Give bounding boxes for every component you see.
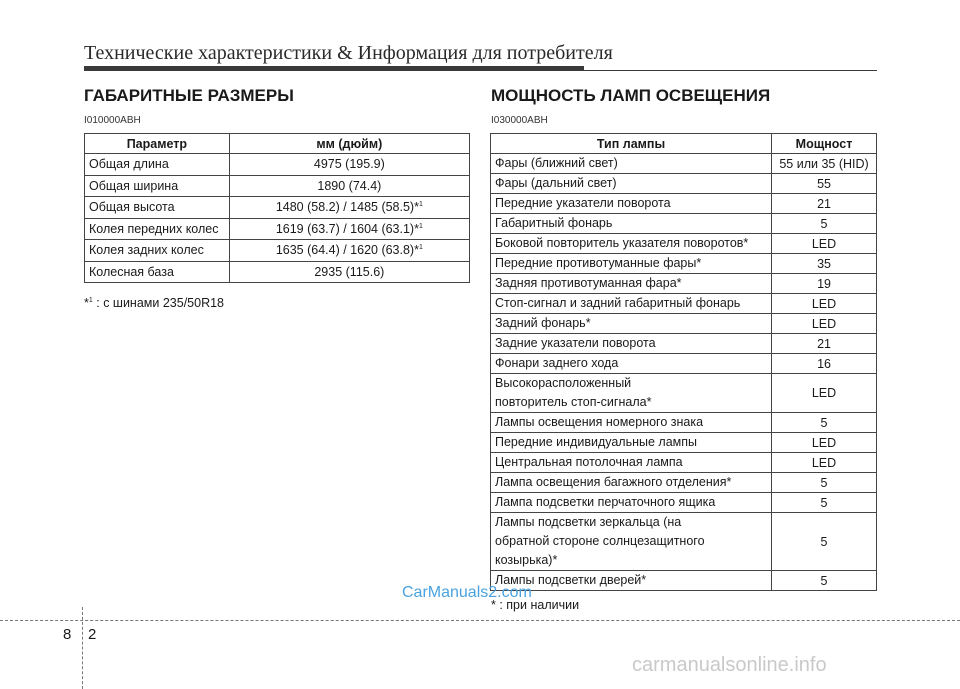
dimensions-footnote: *$^1$ : с шинами 235/50R18 <box>84 296 225 310</box>
page-section-number: 8 <box>63 626 72 643</box>
lamp-power-cell: 5 <box>772 473 877 493</box>
header-rule <box>84 66 584 71</box>
table-row <box>491 174 877 194</box>
lamp-type-cell: Передние противотуманные фары* <box>491 254 772 274</box>
table-row <box>491 154 877 174</box>
lamp-power-cell: LED <box>772 294 877 314</box>
value-cell: 1480 (58.2) / 1485 (58.5)*$^1$ <box>229 197 469 219</box>
lamp-type-cell: Фонари заднего хода <box>491 354 772 374</box>
table-row <box>491 294 877 314</box>
value-cell: 2935 (115.6) <box>229 261 469 283</box>
dimensions-table <box>84 133 470 283</box>
table-row <box>491 234 877 254</box>
value-cell: 4975 (195.9) <box>229 154 469 176</box>
lamp-type-cell: Центральная потолочная лампа <box>491 453 772 473</box>
lamp-type-cell: Лампы подсветки дверей* <box>491 571 772 591</box>
lamp-power-cell: 35 <box>772 254 877 274</box>
table-row <box>85 218 470 240</box>
table-row <box>491 493 877 513</box>
table-row <box>85 261 470 283</box>
lamp-power-cell: 21 <box>772 194 877 214</box>
page-footer-rule <box>0 620 960 621</box>
lamp-power-cell: 16 <box>772 354 877 374</box>
lamp-type-cell: Лампа подсветки перчаточного ящика <box>491 493 772 513</box>
lamp-power-cell: LED <box>772 374 877 413</box>
lamps-table <box>490 133 877 591</box>
table-row <box>491 453 877 473</box>
lamps-title: МОЩНОСТЬ ЛАМП ОСВЕЩЕНИЯ <box>491 86 771 105</box>
lamp-power-cell: LED <box>772 453 877 473</box>
lamp-type-cell: Лампа освещения багажного отделения* <box>491 473 772 493</box>
lamp-type-cell: Стоп-сигнал и задний габаритный фонарь <box>491 294 772 314</box>
lamp-power-cell: LED <box>772 234 877 254</box>
table-row <box>491 571 877 591</box>
lamp-type-cell: Лампы подсветки зеркальца (на обратной стороне солнцезащитного козырька)* <box>491 513 772 571</box>
lamp-power-cell: 21 <box>772 334 877 354</box>
lamp-type-cell: Фары (ближний свет) <box>491 154 772 174</box>
param-cell: Общая ширина <box>85 175 230 197</box>
table-row <box>491 354 877 374</box>
value-cell: 1635 (64.4) / 1620 (63.8)*$^1$ <box>229 240 469 262</box>
page-number: 2 <box>88 626 97 643</box>
lamp-type-cell: Габаритный фонарь <box>491 214 772 234</box>
lamp-power-cell: LED <box>772 314 877 334</box>
lamp-power-cell: LED <box>772 433 877 453</box>
header-title: Технические характеристики & Информация для потребителя <box>84 42 613 64</box>
table-row <box>85 154 470 176</box>
watermark-carmanualsonline: carmanualsonline.info <box>632 654 827 676</box>
page-footer-divider <box>82 607 83 689</box>
lamp-power-cell: 19 <box>772 274 877 294</box>
lamp-power-cell: 55 или 35 (HID) <box>772 154 877 174</box>
table-row <box>491 433 877 453</box>
lamp-type-cell: Боковой повторитель указателя поворотов* <box>491 234 772 254</box>
table-row <box>491 214 877 234</box>
lamp-power-cell: 5 <box>772 214 877 234</box>
col-header-param: Параметр <box>85 134 230 154</box>
lamp-type-cell: Задняя противотуманная фара* <box>491 274 772 294</box>
lamp-type-cell: Передние индивидуальные лампы <box>491 433 772 453</box>
table-row <box>491 274 877 294</box>
lamp-type-cell: Задний фонарь* <box>491 314 772 334</box>
lamp-type-cell: Задние указатели поворота <box>491 334 772 354</box>
dimensions-code: I010000ABH <box>84 115 141 126</box>
table-row <box>491 194 877 214</box>
lamp-power-cell: 5 <box>772 493 877 513</box>
table-row <box>491 473 877 493</box>
value-cell: 1890 (74.4) <box>229 175 469 197</box>
watermark-carmanuals2: CarManuals2.com <box>402 584 532 601</box>
col-header-type: Тип лампы <box>491 134 772 154</box>
table-row <box>491 413 877 433</box>
param-cell: Колесная база <box>85 261 230 283</box>
dimensions-title: ГАБАРИТНЫЕ РАЗМЕРЫ <box>84 86 294 105</box>
lamps-footnote: * : при наличии <box>491 598 580 612</box>
param-cell: Колея задних колес <box>85 240 230 262</box>
param-cell: Общая длина <box>85 154 230 176</box>
table-row <box>491 334 877 354</box>
lamp-type-cell: Высокорасположенный повторитель стоп-сигнала* <box>491 374 772 413</box>
lamp-power-cell: 5 <box>772 571 877 591</box>
table-row <box>491 254 877 274</box>
header-rule-thin <box>584 70 877 71</box>
lamp-type-cell: Передние указатели поворота <box>491 194 772 214</box>
lamp-type-cell: Фары (дальний свет) <box>491 174 772 194</box>
param-cell: Колея передних колес <box>85 218 230 240</box>
table-row <box>85 240 470 262</box>
lamps-code: I030000ABH <box>491 115 548 126</box>
table-row <box>491 314 877 334</box>
lamp-type-cell: Лампы освещения номерного знака <box>491 413 772 433</box>
lamp-power-cell: 5 <box>772 413 877 433</box>
lamp-power-cell: 5 <box>772 513 877 571</box>
lamp-power-cell: 55 <box>772 174 877 194</box>
param-cell: Общая высота <box>85 197 230 219</box>
table-row <box>85 197 470 219</box>
value-cell: 1619 (63.7) / 1604 (63.1)*$^1$ <box>229 218 469 240</box>
col-header-power: Мощност <box>772 134 877 154</box>
table-row <box>85 175 470 197</box>
table-row <box>491 374 877 413</box>
col-header-mm: мм (дюйм) <box>229 134 469 154</box>
table-row <box>491 513 877 571</box>
